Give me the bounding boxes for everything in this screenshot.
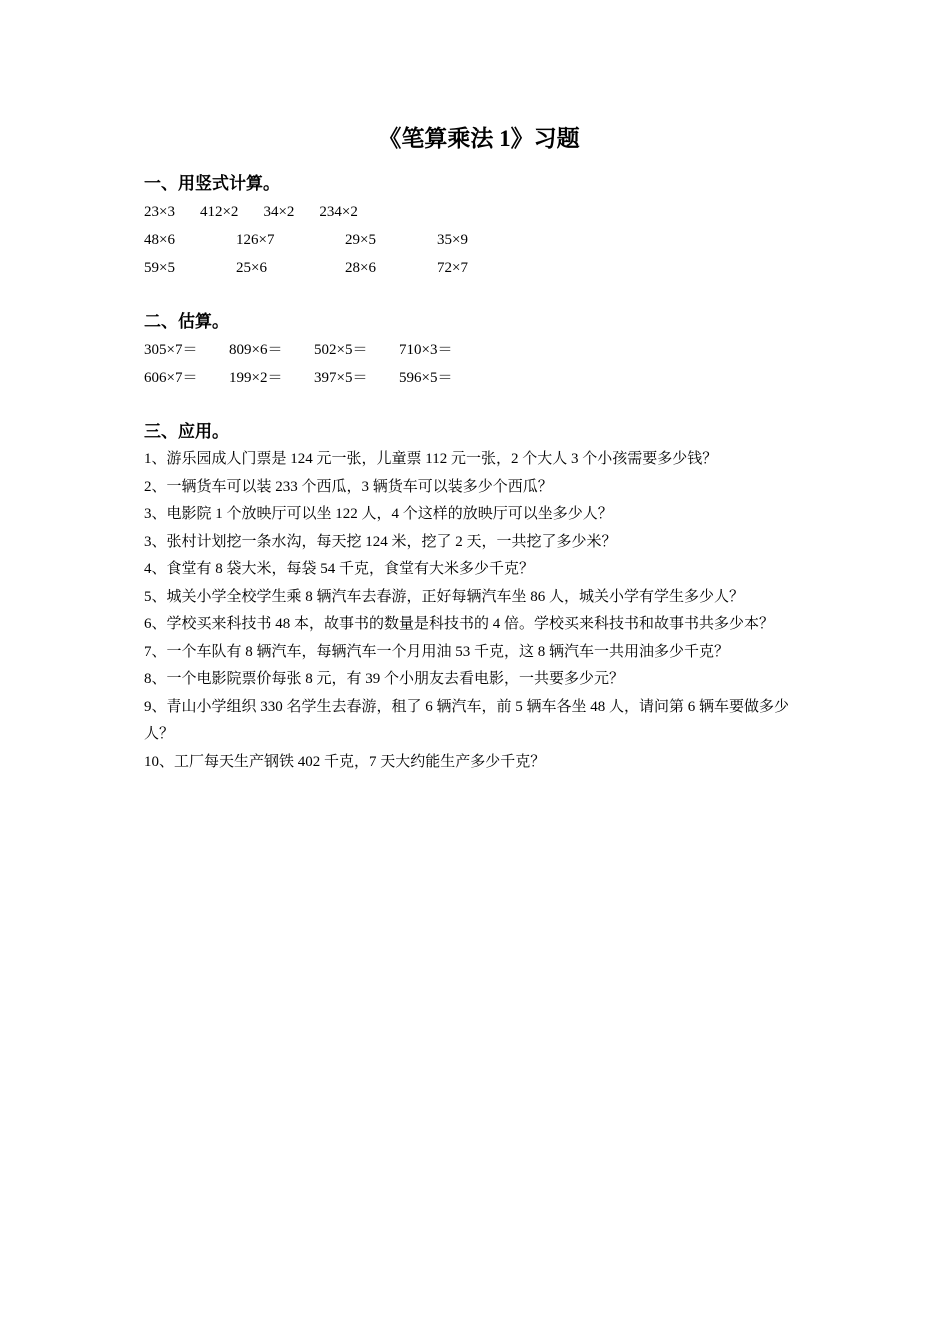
estimation-item: 397×5＝ <box>314 370 368 386</box>
exercise-item: 34×2 <box>263 204 295 220</box>
exercise-item: 35×9 <box>437 232 468 248</box>
exercise-item: 412×2 <box>199 204 239 220</box>
exercise-row <box>144 226 824 254</box>
word-problem: 10、工厂每天生产钢铁 402 千克，7 天大约能生产多少千克？ <box>144 753 546 770</box>
section-heading-vertical-calculation: 一、用竖式计算。 <box>144 174 280 193</box>
section-heading-application: 三、应用。 <box>144 422 229 441</box>
estimation-row <box>144 336 824 364</box>
estimation-item: 596×5＝ <box>399 370 453 386</box>
exercise-item: 48×6 <box>144 232 175 248</box>
page-title: 《笔算乘法 1》习题 <box>378 126 580 151</box>
word-problem: 1、游乐园成人门票是 124 元一张，儿童票 112 元一张，2 个大人 3 个小孩需要多少钱？ <box>144 451 718 467</box>
word-problem: 3、张村计划挖一条水沟，每天挖 124 米，挖了 2 天，一共挖了多少米？ <box>144 533 617 550</box>
exercise-item: 126×7 <box>236 232 275 248</box>
estimation-item: 710×3＝ <box>399 342 453 358</box>
exercise-item: 25×6 <box>236 260 267 276</box>
estimation-item: 606×7＝ <box>144 370 198 386</box>
exercise-item: 59×5 <box>144 260 175 276</box>
word-problem: 6、学校买来科技书 48 本，故事书的数量是科技书的 4 倍。学校买来科技书和故事书共多少本？ <box>144 616 775 632</box>
exercise-item: 72×7 <box>437 260 468 276</box>
word-problem: 2、一辆货车可以装 233 个西瓜，3 辆货车可以装多少个西瓜？ <box>144 478 553 495</box>
estimation-item: 809×6＝ <box>229 342 283 358</box>
exercise-row <box>144 198 824 226</box>
estimation-row <box>144 364 824 392</box>
word-problem: 7、一个车队有 8 辆汽车，每辆汽车一个月用油 53 千克，这 8 辆汽车一共用油多少千克？ <box>144 643 730 660</box>
exercise-row <box>144 254 824 282</box>
word-problem: 5、城关小学全校学生乘 8 辆汽车去春游，正好每辆汽车坐 86 人，城关小学有学生多少人？ <box>144 588 745 605</box>
exercise-item: 234×2 <box>319 204 358 220</box>
section-spacer <box>144 282 824 308</box>
exercise-item: 28×6 <box>345 260 376 276</box>
word-problem: 8、一个电影院票价每张 8 元，有 39 个小朋友去看电影，一共要多少元？ <box>144 671 625 687</box>
estimation-item: 502×5＝ <box>314 342 368 358</box>
word-problem: 9、青山小学组织 330 名学生去春游，租了 6 辆汽车，前 5 辆车各坐 48 人，请问第 6 辆车要做多少人？ <box>144 698 790 742</box>
exercise-item: 29×5 <box>345 232 376 248</box>
word-problem: 4、食堂有 8 袋大米，每袋 54 千克，食堂有大米多少千克？ <box>144 561 535 577</box>
estimation-item: 199×2＝ <box>229 370 283 386</box>
section-spacer <box>144 392 824 418</box>
exercise-item: 23×3 <box>144 204 175 220</box>
section-heading-estimation: 二、估算。 <box>144 312 229 331</box>
worksheet-page <box>144 118 824 776</box>
word-problem: 3、电影院 1 个放映厅可以坐 122 人，4 个这样的放映厅可以坐多少人？ <box>144 506 613 522</box>
estimation-item: 305×7＝ <box>144 342 198 358</box>
